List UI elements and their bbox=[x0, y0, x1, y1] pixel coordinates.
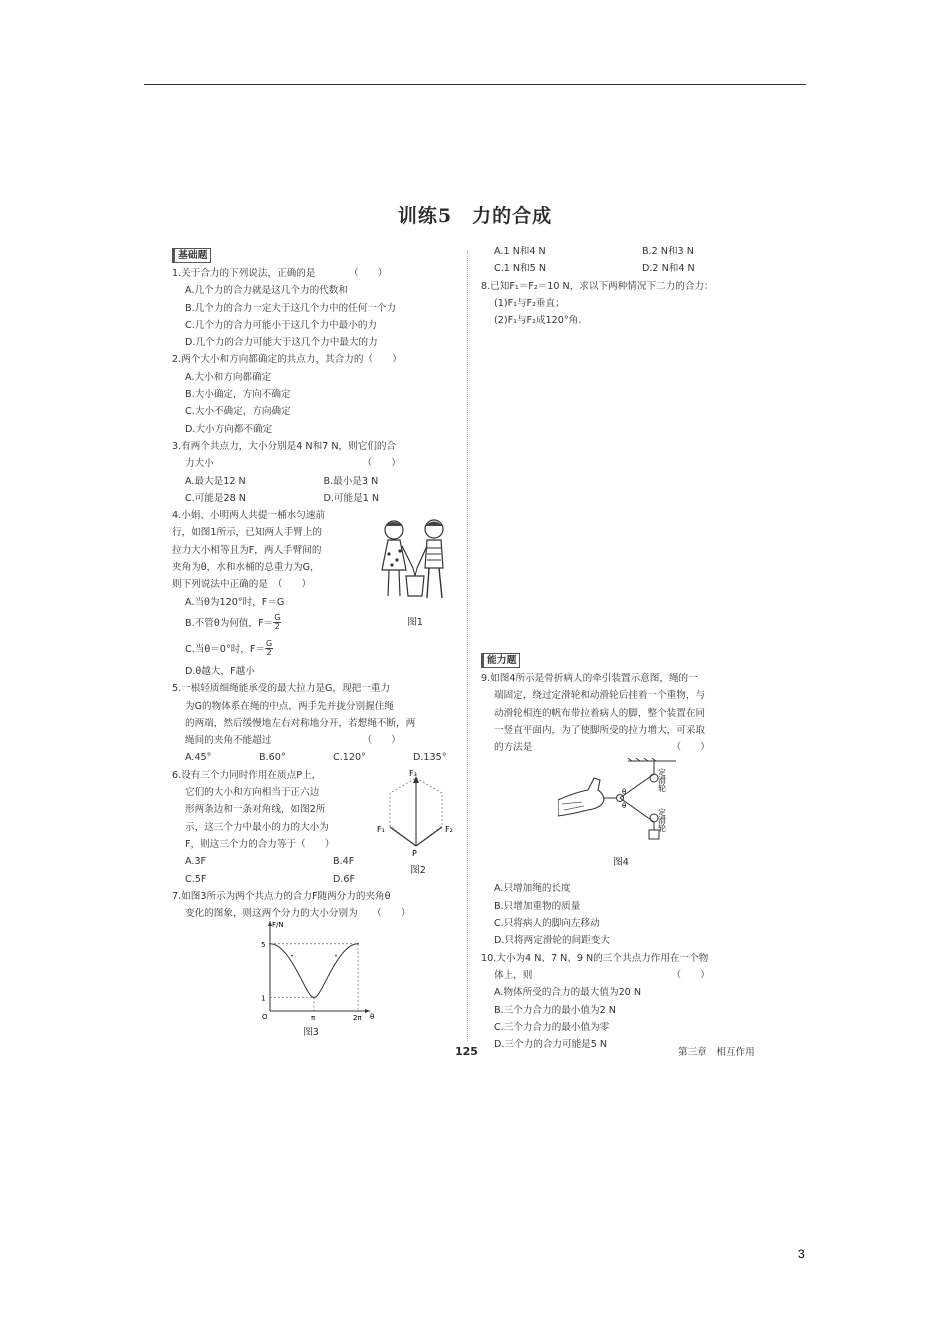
q2-option-a: A.大小和方向都确定 bbox=[185, 371, 272, 383]
top-rule bbox=[144, 84, 806, 85]
y-tick-label: 1 bbox=[261, 994, 266, 1003]
x-tick-label: 2π bbox=[353, 1014, 362, 1020]
q4-line-4: 夹角为θ，水和水桶的总重力为G， bbox=[172, 562, 320, 574]
figure-2 bbox=[372, 768, 464, 876]
figure-3-caption: 图3 bbox=[303, 1027, 319, 1038]
q6-option-b: B.4F bbox=[333, 856, 355, 868]
ability-section-header: 能力题 bbox=[481, 653, 520, 668]
figure-4-caption: 图4 bbox=[613, 857, 629, 868]
q7-option-a: A.1 N和4 N bbox=[494, 246, 546, 257]
data-point bbox=[335, 955, 337, 957]
q9-line-1: 9.如图4所示是骨折病人的牵引装置示意图，绳的一 bbox=[481, 673, 698, 684]
x-axis-label: θ bbox=[370, 1013, 375, 1020]
data-point bbox=[291, 955, 293, 957]
column-divider bbox=[467, 251, 468, 1041]
q5-option-c: C.120° bbox=[333, 752, 366, 764]
q7-option-c: C.1 N和5 N bbox=[494, 263, 547, 275]
q4-option-b-text: B.不管θ为何值，F＝ bbox=[185, 617, 274, 629]
q9-line-3: 动滑轮相连的帆布带拉着病人的脚，整个装置在同 bbox=[494, 707, 706, 719]
q7-options-row1 bbox=[481, 243, 781, 260]
theta-lower-label: θ bbox=[622, 802, 627, 810]
q1-option-c: C.几个力的合力可能小于这几个力中最小的力 bbox=[185, 319, 378, 331]
q6-line-2: 它们的大小和方向相当于正六边 bbox=[185, 787, 320, 799]
q2-option-d: D.大小方向都不确定 bbox=[185, 423, 273, 435]
figure-2-caption: 图2 bbox=[410, 865, 426, 876]
q1-option-b: B.几个力的合力一定大于这几个力中的任何一个力 bbox=[185, 302, 397, 314]
q8-line-1: 8.已知F₁＝F₂＝10 N，求以下两种情况下二力的合力： bbox=[481, 280, 714, 292]
q3-options-row1 bbox=[172, 473, 462, 490]
q4-option-d: D.θ越大，F越小 bbox=[185, 665, 255, 677]
theta-upper-label: θ bbox=[622, 788, 627, 796]
q5-option-d: D.135° bbox=[413, 752, 447, 764]
fraction-denominator: 2 bbox=[266, 648, 272, 658]
q7-options-row2 bbox=[481, 260, 781, 277]
q7-option-b: B.2 N和3 N bbox=[642, 246, 694, 257]
q2-option-b: B.大小确定，方向不确定 bbox=[185, 389, 291, 401]
q3-options-row2 bbox=[172, 490, 462, 507]
q5-option-a: A.45° bbox=[185, 752, 212, 764]
q4-line-1: 4.小娟、小明两人共提一桶水匀速前 bbox=[172, 510, 326, 522]
q8-line-3: (2)F₁与F₂成120°角. bbox=[494, 315, 582, 327]
fraction-numerator: G bbox=[266, 639, 273, 649]
q7-line-2: 变化的图象，则这两个分力的大小分别为 （ ） bbox=[185, 908, 411, 920]
p-label: P bbox=[412, 849, 417, 858]
figure-1-caption: 图1 bbox=[407, 617, 423, 628]
right-column-top bbox=[481, 243, 781, 329]
y-axis-label: F/N bbox=[272, 921, 284, 929]
q5-line-4: 绳间的夹角不能超过 （ ） bbox=[185, 735, 401, 747]
q3-option-d: D.可能是1 N bbox=[323, 492, 380, 504]
q4-line-2: 行，如图1所示，已知两人手臂上的 bbox=[172, 527, 323, 539]
q4-option-a: A.当θ为120°时，F＝G bbox=[185, 596, 285, 608]
q3-option-b: B.最小是3 N bbox=[323, 475, 379, 487]
q8-line-2: (1)F₁与F₂垂直； bbox=[494, 297, 565, 309]
q3-stem-1: 3.有两个共点力，大小分别是4 N和7 N，则它们的合 bbox=[172, 440, 397, 452]
q9-option-b: B.只增加重物的质量 bbox=[494, 900, 581, 912]
q6-line-1: 6.设有三个力同时作用在质点P上， bbox=[172, 769, 322, 781]
q9-option-c: C.只将病人的脚向左移动 bbox=[494, 918, 600, 930]
f3-label: F₃ bbox=[409, 769, 417, 778]
fraction-denominator: 2 bbox=[274, 622, 280, 632]
q4-option-c bbox=[172, 637, 462, 663]
q4-line-3: 拉力大小相等且为F，两人手臂间的 bbox=[172, 544, 322, 556]
q4-c-fraction bbox=[265, 640, 273, 657]
q4-b-fraction bbox=[273, 614, 281, 631]
q6-line-4: 示，这三个力中最小的力的大小为 bbox=[185, 821, 329, 833]
document-page-number: 3 bbox=[798, 1247, 805, 1261]
series-line bbox=[270, 944, 358, 998]
q3-stem-2: 力大小 （ ） bbox=[185, 458, 401, 470]
q6-option-c: C.5F bbox=[185, 873, 207, 885]
q10-option-d: D.三个力的合力可能是5 N bbox=[494, 1039, 608, 1051]
f2-label: F₂ bbox=[445, 825, 453, 834]
q6-line-5: F，则这三个力的合力等于（ ） bbox=[185, 838, 335, 850]
q9-line-2: 端固定，绕过定滑轮和动滑轮后挂着一个重物，与 bbox=[494, 690, 706, 702]
q3-option-a: A.最大是12 N bbox=[185, 475, 246, 487]
q5-line-3: 的两端，然后缓慢地左右对称地分开，若想绳不断，两 bbox=[185, 717, 416, 729]
q9-option-d: D.只将两定滑轮的间距变大 bbox=[494, 935, 610, 947]
q5-line-2: 为G的物体系在绳的中点，两手先并拢分别握住绳 bbox=[185, 700, 394, 712]
basic-section-header: 基础题 bbox=[172, 248, 211, 263]
q7-option-d: D.2 N和4 N bbox=[642, 263, 695, 275]
fraction-numerator: G bbox=[274, 613, 281, 623]
kids-carrying-bucket-illustration bbox=[372, 518, 458, 610]
q10-option-a: A.物体所受的合力的最大值为20 N bbox=[494, 987, 642, 999]
page-title: 训练5 力的合成 bbox=[397, 205, 553, 227]
chapter-footer: 第三章 相互作用 bbox=[678, 1047, 755, 1058]
q4-option-c-text: C.当θ＝0°时，F＝ bbox=[185, 643, 266, 655]
q2-option-c: C.大小不确定，方向确定 bbox=[185, 406, 291, 418]
q2-stem: 2.两个大小和方向都确定的共点力，其合力的（ ） bbox=[172, 354, 402, 366]
foot-icon bbox=[558, 778, 604, 816]
q9-option-a: A.只增加绳的长度 bbox=[494, 883, 571, 895]
y-tick-label: 5 bbox=[261, 940, 266, 949]
q6-line-3: 形两条边和一条对角线，如图2所 bbox=[185, 804, 326, 816]
x-tick-label: π bbox=[311, 1014, 316, 1020]
q1-stem: 1.关于合力的下列说法，正确的是 （ ） bbox=[172, 268, 388, 279]
origin-label: O bbox=[262, 1013, 268, 1020]
f1-label: F₁ bbox=[377, 825, 385, 834]
q6-option-d: D.6F bbox=[333, 873, 356, 885]
q1-option-a: A.几个力的合力就是这几个力的代数和 bbox=[185, 285, 348, 297]
figure-3-chart bbox=[256, 915, 376, 1038]
q4-line-5: 则下列说法中正确的是 （ ） bbox=[172, 579, 312, 591]
page-number: 125 bbox=[455, 1045, 478, 1058]
q10-option-b: B.三个力合力的最小值为2 N bbox=[494, 1004, 616, 1016]
q3-option-c: C.可能是28 N bbox=[185, 492, 246, 504]
hexagon-force-diagram bbox=[372, 768, 464, 858]
q10-line-1: 10.大小为4 N、7 N、9 N的三个共点力作用在一个物 bbox=[481, 952, 709, 964]
q10-option-c: C.三个力合力的最小值为零 bbox=[494, 1021, 610, 1033]
q5-options bbox=[172, 749, 462, 766]
fixed-pulley-bottom-label: 定滑轮 bbox=[657, 808, 667, 832]
figure-4 bbox=[558, 758, 698, 868]
figure-1 bbox=[372, 518, 458, 628]
q1-option-d: D.几个力的合力可能大于这几个力中最大的力 bbox=[185, 337, 378, 349]
q5-option-b: B.60° bbox=[259, 752, 286, 764]
force-vs-angle-chart bbox=[256, 915, 376, 1020]
q5-line-1: 5.一根轻质细绳能承受的最大拉力是G，现把一重力 bbox=[172, 683, 391, 695]
fixed-pulley-top-label: 定滑轮 bbox=[657, 768, 667, 792]
q7-line-1: 7.如图3所示为两个共点力的合力F随两分力的夹角θ bbox=[172, 890, 391, 902]
q6-option-a: A.3F bbox=[185, 856, 207, 868]
traction-device-illustration bbox=[558, 758, 698, 850]
q9-line-5: 的方法是 （ ） bbox=[494, 742, 710, 754]
q10-line-2: 体上，则 （ ） bbox=[494, 969, 710, 981]
q9-line-4: 一竖直平面内，为了使脚所受的拉力增大，可采取 bbox=[494, 724, 706, 736]
